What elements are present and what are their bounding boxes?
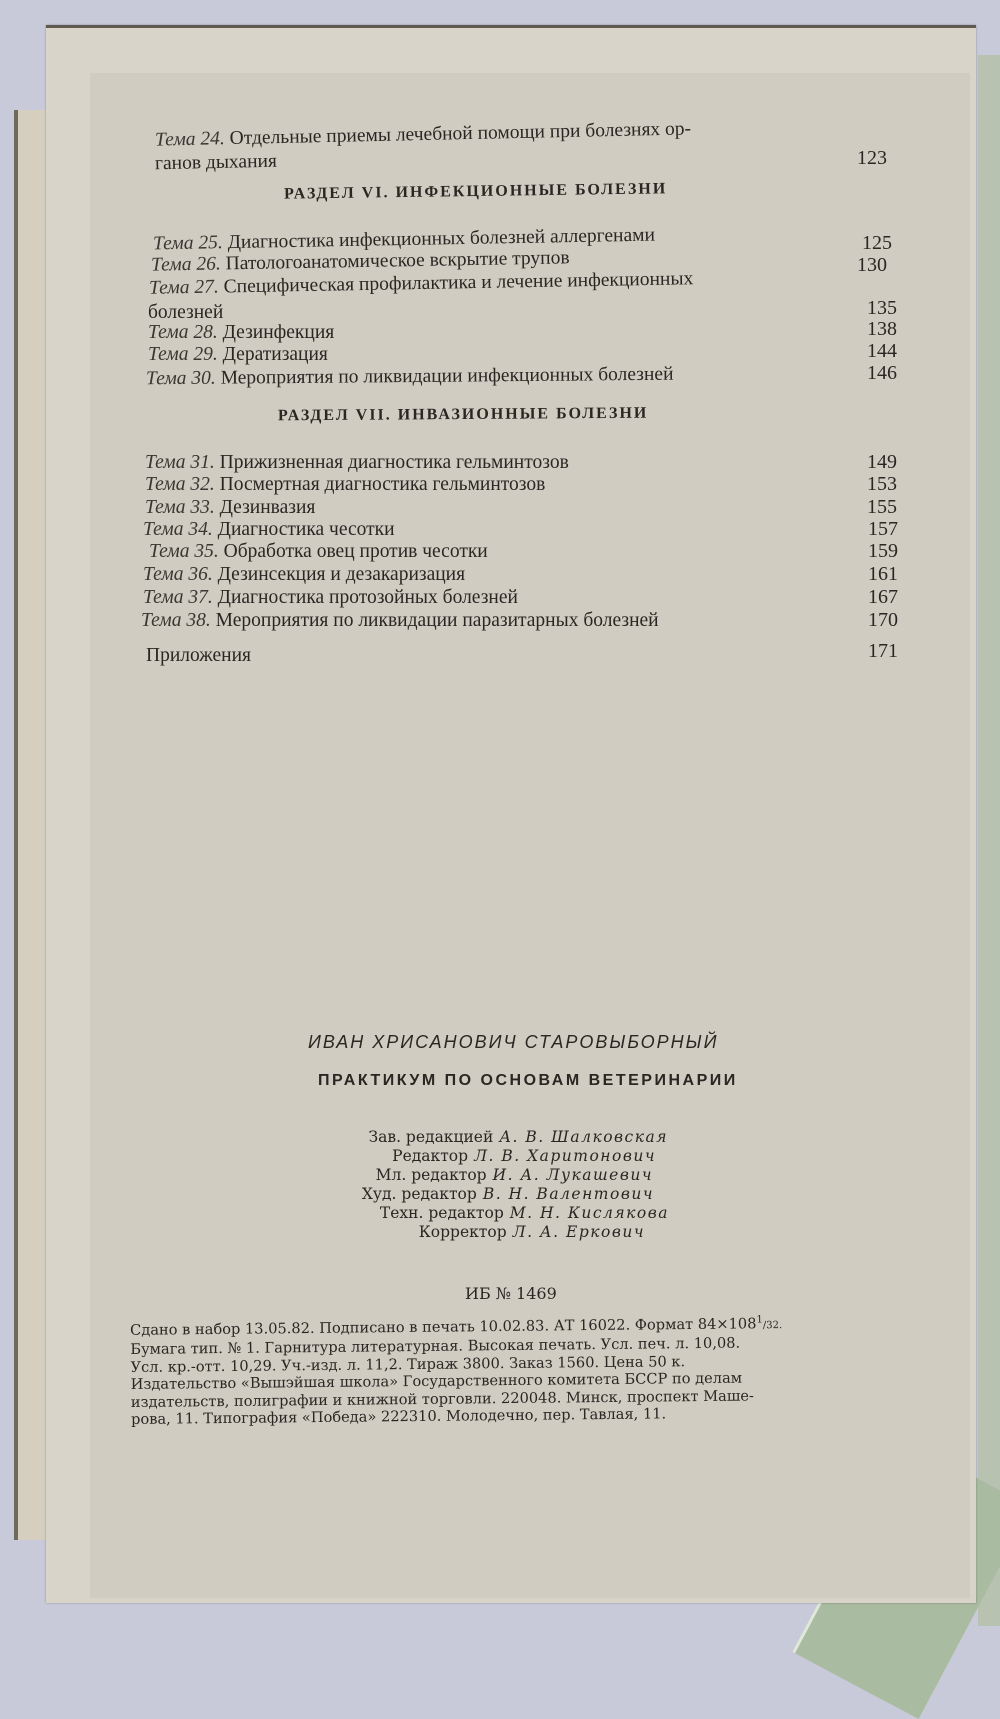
- credit-person: И. А. Лукашевич: [492, 1166, 653, 1184]
- toc-entry-appendix: [146, 645, 251, 667]
- toc-entry-28: [148, 322, 334, 344]
- toc-entry-label: Тема 32.: [145, 474, 215, 495]
- toc-page-number: 153: [867, 473, 897, 495]
- toc-entry-38: [141, 610, 659, 632]
- toc-entry-30: [146, 364, 674, 391]
- toc-entry-label: Тема 25.: [152, 232, 223, 255]
- toc-entry-title: Отдельные приемы лечебной помощи при болезнях ор-: [229, 118, 692, 150]
- imprint-format-fraction: /32.: [762, 1320, 783, 1332]
- toc-entry-label: Тема 38.: [141, 610, 211, 631]
- toc-entry-title: Дезинфекция: [222, 322, 335, 343]
- toc-page-number: 159: [868, 540, 898, 562]
- toc-page-number: 167: [868, 586, 898, 608]
- toc-entry-label: Тема 36.: [143, 564, 213, 585]
- toc-entry-33: [145, 497, 315, 519]
- toc-entry-label: Тема 37.: [143, 587, 213, 608]
- toc-entry-31: [145, 452, 569, 474]
- toc-page-number: 123: [857, 147, 887, 169]
- editorial-credits: [310, 1128, 690, 1242]
- credit-role: Техн. редактор: [379, 1204, 504, 1222]
- credit-role: Корректор: [418, 1223, 507, 1241]
- credit-role: Зав. редакцией: [368, 1128, 494, 1146]
- credit-row: [310, 1128, 690, 1147]
- toc-entry-label: Тема 35.: [149, 541, 219, 562]
- credit-row: [310, 1204, 690, 1223]
- toc-entry-29: [148, 344, 328, 366]
- section-title-vii: РАЗДЕЛ VII. ИНВАЗИОННЫЕ БОЛЕЗНИ: [277, 404, 649, 425]
- imprint-text: Сдано в набор 13.05.82. Подписано в печать 10.02.83. АТ 16022. Формат 84×108: [130, 1315, 757, 1339]
- toc-entry-title: Диагностика чесотки: [217, 519, 395, 540]
- toc-entry-title: Приложения: [146, 645, 251, 666]
- credit-role: Худ. редактор: [361, 1185, 477, 1203]
- toc-entry-label: Тема 33.: [145, 497, 215, 518]
- ib-number: ИБ № 1469: [465, 1284, 557, 1303]
- toc-entry-title: Обработка овец против чесотки: [223, 541, 488, 562]
- toc-entry-32: [145, 474, 545, 496]
- toc-entry-36: [143, 564, 465, 586]
- credit-row: [310, 1166, 690, 1185]
- imprint-format-superscript: 1: [756, 1314, 763, 1326]
- toc-entry-title: Дезинвазия: [219, 497, 316, 518]
- book-title: ПРАКТИКУМ ПО ОСНОВАМ ВЕТЕРИНАРИИ: [318, 1072, 738, 1089]
- toc-entry-24-continued: [155, 151, 277, 176]
- imprint-block: [130, 1310, 936, 1429]
- toc-page-number: 161: [868, 563, 898, 585]
- imprint-line: Усл. кр.-отт. 10,29. Уч.-изд. л. 11,2. Тираж 3800. Заказ 1560. Цена 50 к.: [130, 1353, 686, 1376]
- credit-person: Л. А. Еркович: [512, 1223, 645, 1241]
- toc-page-number: 146: [867, 362, 897, 384]
- toc-entry-title: Прижизненная диагностика гельминтозов: [219, 452, 569, 473]
- imprint-line: Бумага тип. № 1. Гарнитура литературная. Высокая печать. Усл. печ. л. 10,08.: [130, 1334, 741, 1359]
- toc-page-number: 144: [867, 340, 897, 362]
- credit-row: [310, 1147, 690, 1166]
- credit-role: Мл. редактор: [375, 1166, 487, 1184]
- toc-entry-title: Посмертная диагностика гельминтозов: [219, 474, 546, 495]
- toc-entry-label: Тема 26.: [150, 253, 221, 276]
- toc-entry-title: Патологоанатомическое вскрытие трупов: [225, 247, 570, 275]
- imprint-line: Издательство «Вышэйшая школа» Государственного комитета БССР по делам: [130, 1369, 743, 1394]
- toc-entry-35: [149, 541, 488, 563]
- toc-page-number: 171: [868, 640, 898, 662]
- credit-row: [310, 1185, 690, 1204]
- toc-entry-label: Тема 28.: [148, 322, 218, 343]
- toc-entry-label: Тема 30.: [145, 367, 216, 390]
- credit-row: [310, 1223, 690, 1242]
- toc-page-number: 135: [867, 297, 897, 319]
- section-title-vi: РАЗДЕЛ VI. ИНФЕКЦИОННЫЕ БОЛЕЗНИ: [283, 180, 668, 203]
- credit-role: Редактор: [392, 1147, 469, 1165]
- toc-entry-title-continued: ганов дыхания: [154, 150, 278, 175]
- toc-entry-title: Диагностика протозойных болезней: [217, 587, 518, 608]
- toc-page-number: 125: [862, 232, 892, 254]
- credit-person: В. Н. Валентович: [482, 1185, 654, 1203]
- toc-page-number: 170: [868, 609, 898, 631]
- toc-page-number: 155: [867, 496, 897, 518]
- toc-entry-title: Специфическая профилактика и лечение инфекционных: [223, 268, 694, 298]
- toc-entry-label: Тема 31.: [145, 452, 215, 473]
- toc-entry-title: Диагностика инфекционных болезней аллергенами: [227, 224, 656, 254]
- toc-entry-title: Мероприятия по ликвидации инфекционных болезней: [220, 363, 674, 389]
- toc-entry-label: Тема 34.: [143, 519, 213, 540]
- toc-entry-label: Тема 29.: [148, 344, 218, 365]
- credit-person: Л. В. Харитонович: [474, 1147, 656, 1165]
- toc-page-number: 157: [868, 518, 898, 540]
- toc-entry-label: Тема 24.: [154, 128, 226, 151]
- author-name: ИВАН ХРИСАНОВИЧ СТАРОВЫБОРНЫЙ: [308, 1032, 719, 1052]
- toc-page-number: 138: [867, 318, 897, 340]
- toc-page-number: 130: [857, 254, 887, 276]
- imprint-line: рова, 11. Типография «Победа» 222310. Молодечно, пер. Тавлая, 11.: [130, 1405, 667, 1429]
- toc-entry-title: Дератизация: [222, 344, 328, 365]
- toc-entry-title: Мероприятия по ликвидации паразитарных болезней: [215, 610, 659, 631]
- toc-entry-27-continued: [148, 302, 223, 324]
- toc-entry-title-continued: болезней: [148, 302, 224, 323]
- credit-person: А. В. Шалковская: [499, 1128, 668, 1146]
- book-cover-edge: [978, 55, 1000, 1626]
- imprint-line: издательств, полиграфии и книжной торговли. 220048. Минск, проспект Маше-: [130, 1387, 755, 1411]
- toc-entry-37: [143, 587, 518, 609]
- credit-person: М. Н. Кислякова: [509, 1204, 669, 1222]
- toc-entry-title: Дезинсекция и дезакаризация: [217, 564, 466, 585]
- toc-entry-34: [143, 519, 395, 541]
- toc-entry-label: Тема 27.: [148, 276, 219, 299]
- toc-page-number: 149: [867, 451, 897, 473]
